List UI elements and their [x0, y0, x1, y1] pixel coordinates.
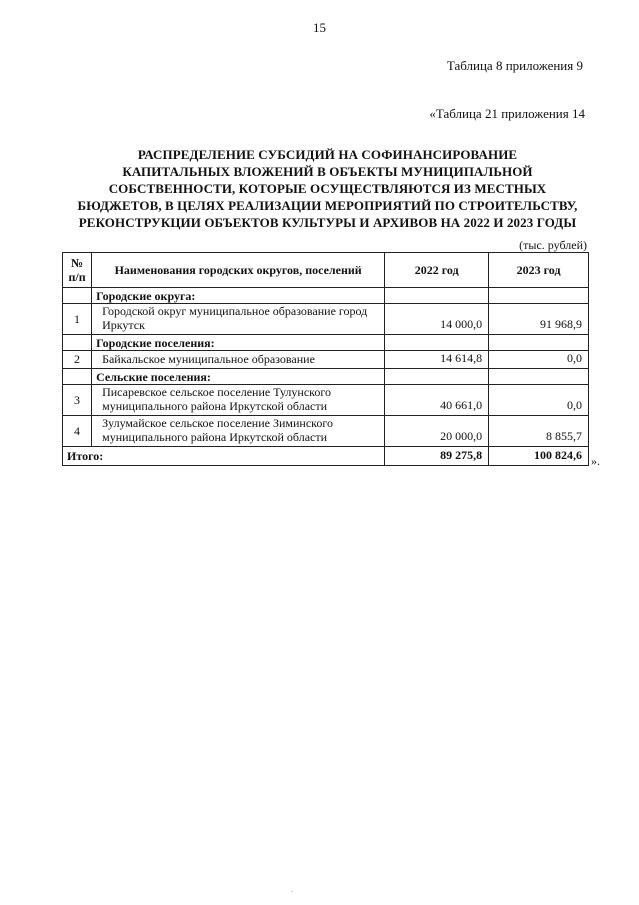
group-label: Городские округа:: [92, 288, 385, 304]
row-value-2022: 14 614,8: [385, 351, 489, 369]
row-value-2023: 91 968,9: [489, 304, 589, 335]
total-label: Итого:: [63, 447, 385, 466]
table-reference-line-2: «Таблица 21 приложения 14: [429, 106, 585, 121]
group-spacer: [63, 335, 92, 351]
group-spacer: [385, 369, 489, 385]
title-line: СОБСТВЕННОСТИ, КОТОРЫЕ ОСУЩЕСТВЛЯЮТСЯ ИЗ МЕСТНЫХ: [108, 181, 547, 196]
header-name: Наименования городских округов, поселений: [92, 253, 385, 288]
table-group-row: [63, 288, 589, 304]
header-number: [63, 253, 92, 288]
row-number: 2: [63, 351, 92, 369]
row-value-2022: 20 000,0: [385, 416, 489, 447]
header-2022: 2022 год: [385, 253, 489, 288]
header-number-line-2: п/п: [68, 270, 86, 284]
subsidy-table: [62, 252, 589, 466]
row-value-2023: 0,0: [489, 385, 589, 416]
title-line: БЮДЖЕТОВ, В ЦЕЛЯХ РЕАЛИЗАЦИИ МЕРОПРИЯТИЙ ПО СТРОИТЕЛЬСТВУ,: [77, 198, 578, 213]
group-label: Сельские поселения:: [92, 369, 385, 385]
row-value-2022: 40 661,0: [385, 385, 489, 416]
group-spacer: [63, 369, 92, 385]
row-number: 4: [63, 416, 92, 447]
closing-quote-mark: ».: [591, 454, 600, 468]
row-number: 1: [63, 304, 92, 335]
page-number: 15: [313, 20, 326, 35]
total-value-2022: 89 275,8: [385, 447, 489, 466]
group-spacer: [385, 335, 489, 351]
row-value-2022: 14 000,0: [385, 304, 489, 335]
title-line: РЕКОНСТРУКЦИИ ОБЪЕКТОВ КУЛЬТУРЫ И АРХИВОВ НА 2022 И 2023 ГОДЫ: [78, 215, 577, 230]
total-row: [63, 447, 589, 466]
table-group-row: [63, 335, 589, 351]
table-row: [63, 351, 589, 369]
document-title: [50, 146, 605, 231]
row-value-2023: 0,0: [489, 351, 589, 369]
table-row: [63, 304, 589, 335]
header-number-line-1: №: [71, 256, 84, 270]
table-reference-line-1: Таблица 8 приложения 9: [446, 58, 583, 73]
table-row: [63, 385, 589, 416]
table-row: [63, 416, 589, 447]
title-line: РАСПРЕДЕЛЕНИЕ СУБСИДИЙ НА СОФИНАНСИРОВАНИЕ: [137, 147, 518, 162]
row-name: Байкальское муниципальное образование: [92, 351, 385, 369]
group-spacer: [385, 288, 489, 304]
group-spacer: [489, 369, 589, 385]
header-2023: 2023 год: [489, 253, 589, 288]
row-name: Городской округ муниципальное образование город Иркутск: [92, 304, 385, 335]
total-value-2023: 100 824,6: [489, 447, 589, 466]
group-spacer: [489, 288, 589, 304]
title-line: КАПИТАЛЬНЫХ ВЛОЖЕНИЙ В ОБЪЕКТЫ МУНИЦИПАЛЬНОЙ: [122, 164, 533, 179]
table-group-row: [63, 369, 589, 385]
row-value-2023: 8 855,7: [489, 416, 589, 447]
row-name: Зулумайское сельское поселение Зиминского муниципального района Иркутской области: [92, 416, 385, 447]
row-name: Писаревское сельское поселение Тулунского муниципального района Иркутской области: [92, 385, 385, 416]
units-label: (тыс. рублей): [519, 238, 587, 252]
table-header-row: [63, 253, 589, 288]
group-spacer: [63, 288, 92, 304]
row-number: 3: [63, 385, 92, 416]
group-label: Городские поселения:: [92, 335, 385, 351]
footer-mark: .: [291, 885, 293, 894]
group-spacer: [489, 335, 589, 351]
